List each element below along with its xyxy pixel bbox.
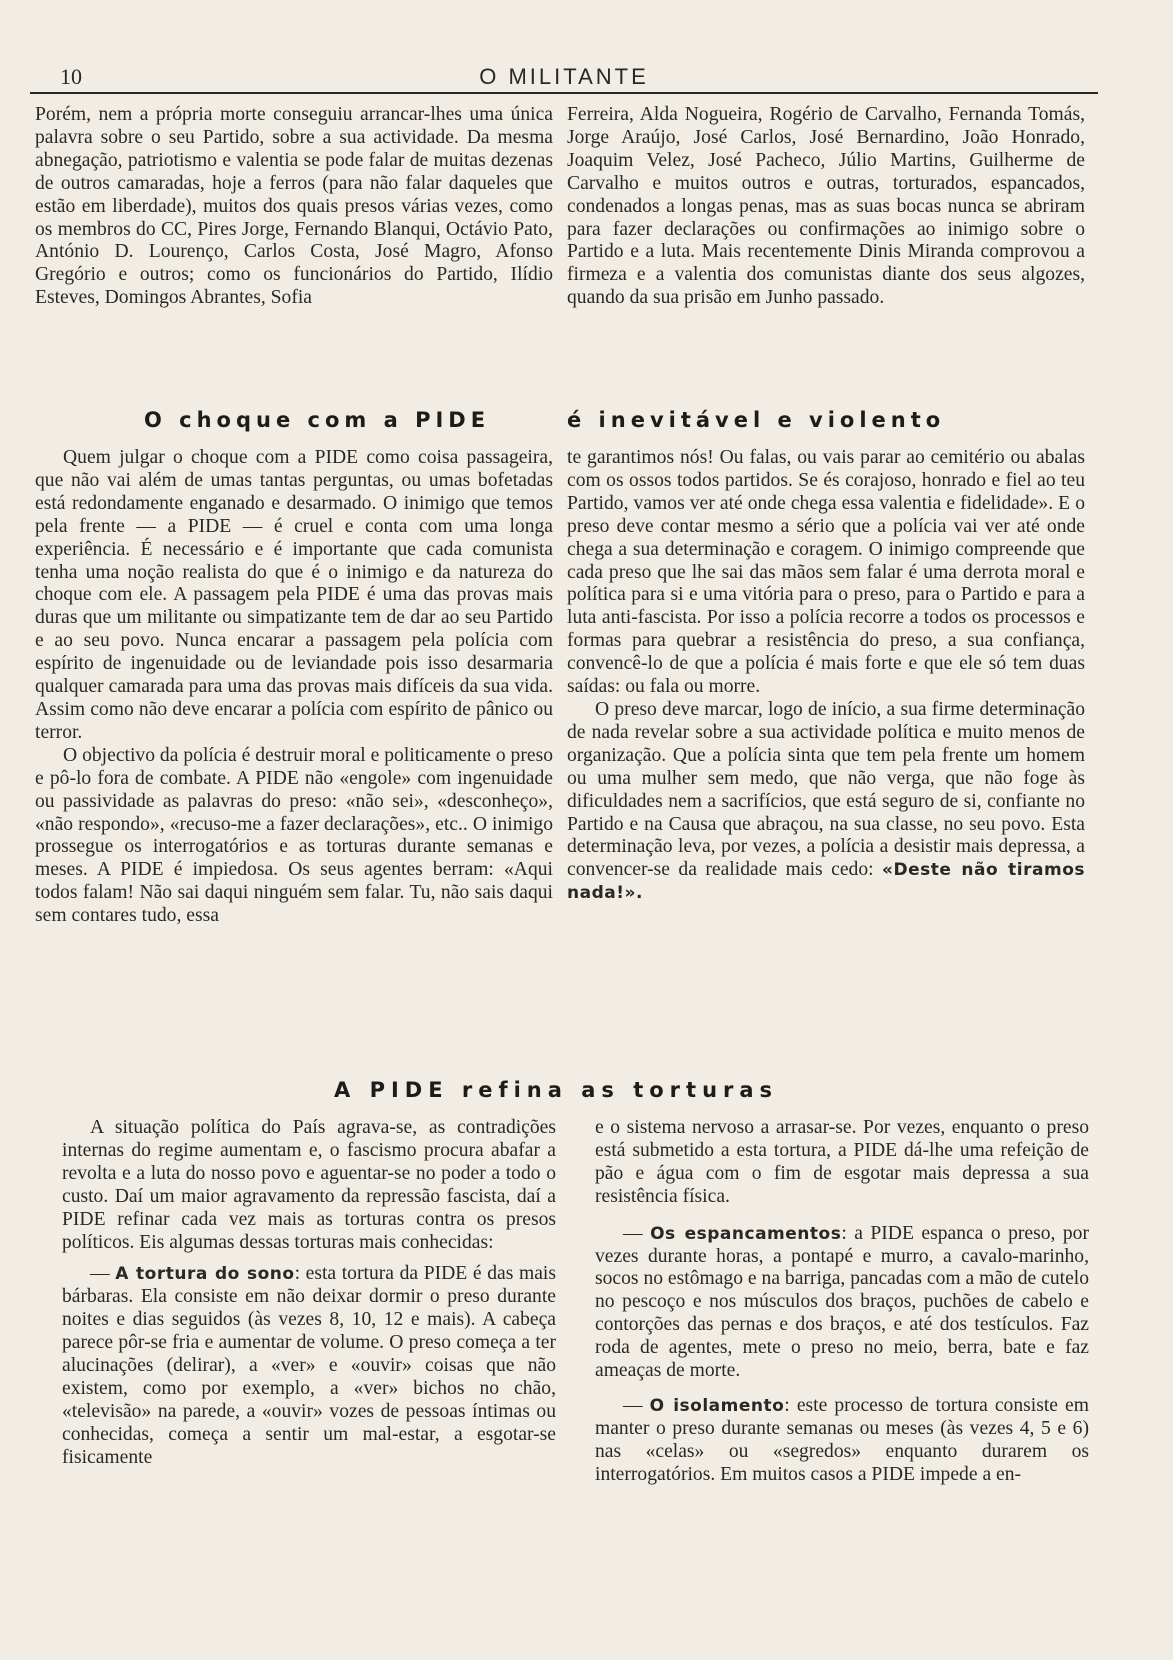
item-beatings-title: Os espancamentos: [650, 1223, 842, 1244]
section1-left-paragraph-2: O objectivo da polícia é destruir moral e politicamente o preso e pô-lo fora de combate. A PIDE não «engole» com ingenuidade ou passividade as palavras do preso: «não sei», «desconheço», «não respondo», «recuso-me a fazer declarações», etc.. O inimigo prossegue os interrogatórios e as torturas durante semanas e meses. A PIDE é impiedosa. Os seus agentes berram: «Aqui todos falam! Não sai daqui ninguém sem falar. Tu, não sais daqui sem contares tudo, essa: [35, 744, 553, 927]
section2-right-column: [595, 1117, 1089, 1487]
section1-right-paragraph-2: [567, 699, 1085, 905]
page-header: [30, 62, 1098, 96]
item-beatings: [595, 1223, 1089, 1383]
page-number: 10: [60, 64, 82, 89]
item-beatings-text: : a PIDE espanca o preso, por vezes durante horas, a pontapé e murro, a cavalo-marinho, socos no estômago e na barriga, pancadas com a mão de cutelo no pescoço e nos músculos dos braços, puchões de cabelo e contorções das pernas e dos braços, e até dos testículos. Faz roda de agentes, mete o preso no meio, berra, bate e faz ameaças de morte.: [595, 1222, 1090, 1382]
item-sleep-continued: e o sistema nervoso a arrasar-se. Por vezes, enquanto o preso está submetido a esta tortura, a PIDE dá-lhe uma refeição de pão e água com o fim de esgotar mais depressa a sua resistência física.: [595, 1117, 1089, 1207]
section2-heading: A PIDE refina as torturas: [334, 1078, 779, 1102]
section1-right-paragraph-2-text: O preso deve marcar, logo de início, a sua firme determinação de nada revelar sobre a sua actividade política e muito menos de organização. Que a polícia sinta que tem pela frente um homem ou uma mulher sem medo, que não verga, que não foge às dificuldades nem a sacrifícios, que está seguro de si, confiante no Partido e na Causa que abraçou, na sua classe, no seu povo. Esta determinação leva, por vezes, a polícia a desistir mais depressa, a convencer-se da realidade mais cedo:: [567, 698, 1085, 881]
item-isolation-text: : este processo de tortura consiste em manter o preso durante semanas ou meses (às vezes 4, 5 e 6) nas «celas» ou «segredos» enquanto durarem os interrogatórios. Em muitos casos a PIDE impede a en-: [595, 1394, 1089, 1485]
section1-left-paragraph-1: Quem julgar o choque com a PIDE como coisa passageira, que não vai além de umas tantas perguntas, ou umas bofetadas está redondamente enganado e desarmado. O inimigo que temos pela frente — a PIDE — é cruel e conta com uma longa experiência. É necessário e é importante que cada comunista tenha uma noção realista do que é o inimigo e da natureza do choque com ele. A passagem pela PIDE é uma das provas mais duras que um militante ou simpatizante tem de dar ao seu Partido e ao seu povo. Nunca encarar a passagem pela polícia com espírito de ingenuidade ou de leviandade pois isso desarmaria qualquer camarada para uma das provas mais difíceis da sua vida. Assim como não deve encarar a polícia com espírito de pânico ou terror.: [35, 447, 553, 743]
publication-title: O MILITANTE: [479, 64, 649, 89]
item-dash: —: [90, 1263, 116, 1285]
item-isolation-title: O isolamento: [649, 1395, 785, 1416]
section1-heading-right: é inevitável e violento: [567, 408, 946, 432]
section1-quote: «Deste não tiramos nada!».: [567, 860, 1086, 904]
header-rule: [30, 92, 1098, 94]
section1-right-column: [567, 447, 1085, 905]
item-sleep-torture-title: A tortura do sono: [115, 1264, 295, 1285]
intro-left-column: [35, 104, 553, 310]
item-dash: —: [623, 1222, 651, 1244]
item-sleep-torture: [62, 1263, 556, 1469]
intro-left-text: Porém, nem a própria morte conseguiu arrancar-lhes uma única palavra sobre o seu Partido, sobre a sua actividade. Da mesma abnegação, patriotismo e valentia se pode falar de muitas dezenas de outros camaradas, hoje a ferros (para não falar daqueles que estão em liberdade), muitos dos quais presos várias vezes, como os membros do CC, Pires Jorge, Fernando Blanqui, Octávio Pato, António D. Lourenço, Carlos Costa, José Magro, Afonso Gregório e outros; como os funcionários do Partido, Ilídio Esteves, Domingos Abrantes, Sofia: [35, 104, 553, 309]
section2-left-column: [62, 1117, 556, 1470]
item-sleep-torture-text: : esta tortura da PIDE é das mais bárbaras. Ela consiste em não deixar dormir o preso durante noites e dias seguidos (às vezes 8, 10, 12 e mais). A cabeça parece pôr-se fria e aumentar de volume. O preso começa a ter alucinações (delirar), a «ver» e «ouvir» coisas que não existem, como por exemplo, a «ver» bichos no chão, «televisão» na parede, a «ouvir» vozes de pessoas íntimas ou conhecidas, começa a sentir um mal-estar, a esgotar-se fisicamente: [62, 1263, 556, 1468]
item-isolation: [595, 1395, 1089, 1487]
section1-left-column: [35, 447, 553, 928]
intro-right-column: [567, 104, 1085, 310]
intro-right-text: Ferreira, Alda Nogueira, Rogério de Carvalho, Fernanda Tomás, Jorge Araújo, José Carlos, José Bernardino, João Honrado, Joaquim Velez, José Pacheco, Júlio Martins, Guilherme de Carvalho e muitos outros e outras, torturados, espancados, condenados a longas penas, mas as suas bocas nunca se abriram para fazer declarações ou confirmações ao inimigo sobre o Partido e a luta. Mais recentemente Dinis Miranda comprovou a firmeza e a valentia dos comunistas diante dos seus algozes, quando da sua prisão em Junho passado.: [567, 104, 1085, 309]
section1-heading-left: O choque com a PIDE: [144, 408, 491, 432]
section1-right-paragraph-1: te garantimos nós! Ou falas, ou vais parar ao cemitério ou abalas com os ossos todos partidos. Se és corajoso, honrado e fiel ao teu Partido, vamos ver até onde chega essa valentia e fidelidade». E o preso deve contar mesmo a sério que a polícia vai ver até onde chega a sua determinação e coragem. O inimigo compreende que cada preso que lhe sai das mãos sem falar é uma derrota moral e política para si e uma vitória para o preso, para o Partido e para a luta anti-fascista. Por isso a polícia recorre a todos os processos e formas para quebrar a resistência do preso, a sua confiança, convencê-lo de que a polícia é mais forte e que ele só tem duas saídas: ou fala ou morre.: [567, 447, 1085, 698]
section2-intro: A situação política do País agrava-se, as contradições internas do regime aumentam e, o fascismo procura abafar a revolta e a luta do nosso povo e aguentar-se no poder a todo o custo. Daí um maior agravamento da repressão fascista, daí a PIDE refinar cada vez mais as torturas contra os presos políticos. Eis algumas dessas torturas mais conhecidas:: [62, 1117, 556, 1253]
item-dash: —: [623, 1394, 650, 1416]
